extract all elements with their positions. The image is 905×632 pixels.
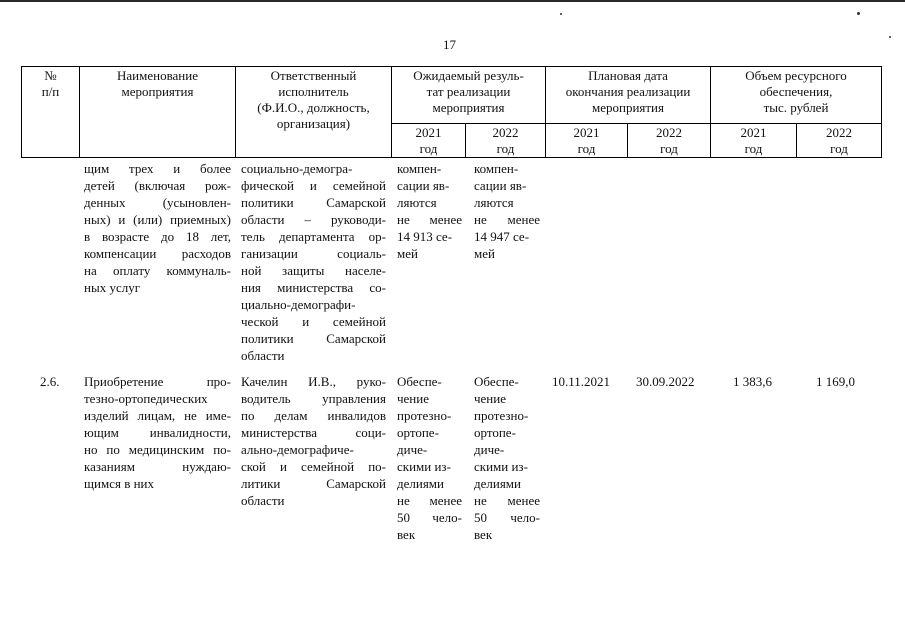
cell-planned-2021: 10.11.2021 xyxy=(552,374,611,389)
header-num: № п/п xyxy=(41,68,60,99)
table-header xyxy=(0,0,905,160)
cell-volume-2021: 1 383,6 xyxy=(733,374,772,389)
subheader-volume-2022: 2022 год xyxy=(826,125,852,156)
subheader-planned-2022: 2022 год xyxy=(656,125,682,156)
header-expected-result: Ожидаемый резуль- тат реализации мероприятия xyxy=(413,68,524,115)
cell-name: Приобретение про- тезно-ортопедических изделий лицам, не име- ющим инвалидности, но по медицинским по- казаниям нуждаю- щимся в них xyxy=(84,374,231,491)
subheader-planned-2021: 2021 год xyxy=(573,125,600,156)
header-planned-date: Плановая дата окончания реализации мероприятия xyxy=(565,68,691,115)
header-responsible: Ответственный исполнитель (Ф.И.О., должность, организация) xyxy=(257,68,370,131)
cell-num: 2.6. xyxy=(40,374,60,389)
cell-expected-2022: компен- сации яв- ляются не менее 14 947 се- мей xyxy=(474,161,540,261)
header-bottom-rule xyxy=(21,157,882,158)
header-top-rule xyxy=(21,66,882,67)
header-resource-volume: Объем ресурсного обеспечения, тыс. рублей xyxy=(745,68,847,115)
cell-responsible: Качелин И.В., руко- водитель управления по делам инвалидов министерства соци- ально-демографиче- ской и семейной по- литики Самарской области xyxy=(241,374,386,508)
cell-expected-2022: Обеспе- чение протезно- ортопе- диче- скими из- делиями не менее 50 чело- век xyxy=(474,374,540,542)
subheader-expected-2022: 2022 год xyxy=(492,125,519,156)
cell-volume-2022: 1 169,0 xyxy=(816,374,855,389)
cell-responsible: социально-демогра- фической и семейной политики Самарской области – руководи- тель департамента ор- ганизации социаль- ной защиты населе- ния министерства со- циально-демографи- ческой и семейной политики Самарской области xyxy=(241,161,386,363)
header-name: Наименование мероприятия xyxy=(117,68,198,99)
column-divider xyxy=(881,66,882,158)
cell-name: щим трех и более детей (включая рож- денных (усыновлен- ных) и (или) приемных) в возрасте до 18 лет, компенсации расходов на оплату коммуналь- ных услуг xyxy=(84,161,231,295)
cell-expected-2021: Обеспе- чение протезно- ортопе- диче- скими из- делиями не менее 50 чело- век xyxy=(397,374,462,542)
subheader-volume-2021: 2021 год xyxy=(740,125,767,156)
cell-expected-2021: компен- сации яв- ляются не менее 14 913 се- мей xyxy=(397,161,462,261)
subheader-expected-2021: 2021 год xyxy=(415,125,442,156)
cell-planned-2022: 30.09.2022 xyxy=(636,374,695,389)
page-number: 17 xyxy=(443,37,456,52)
